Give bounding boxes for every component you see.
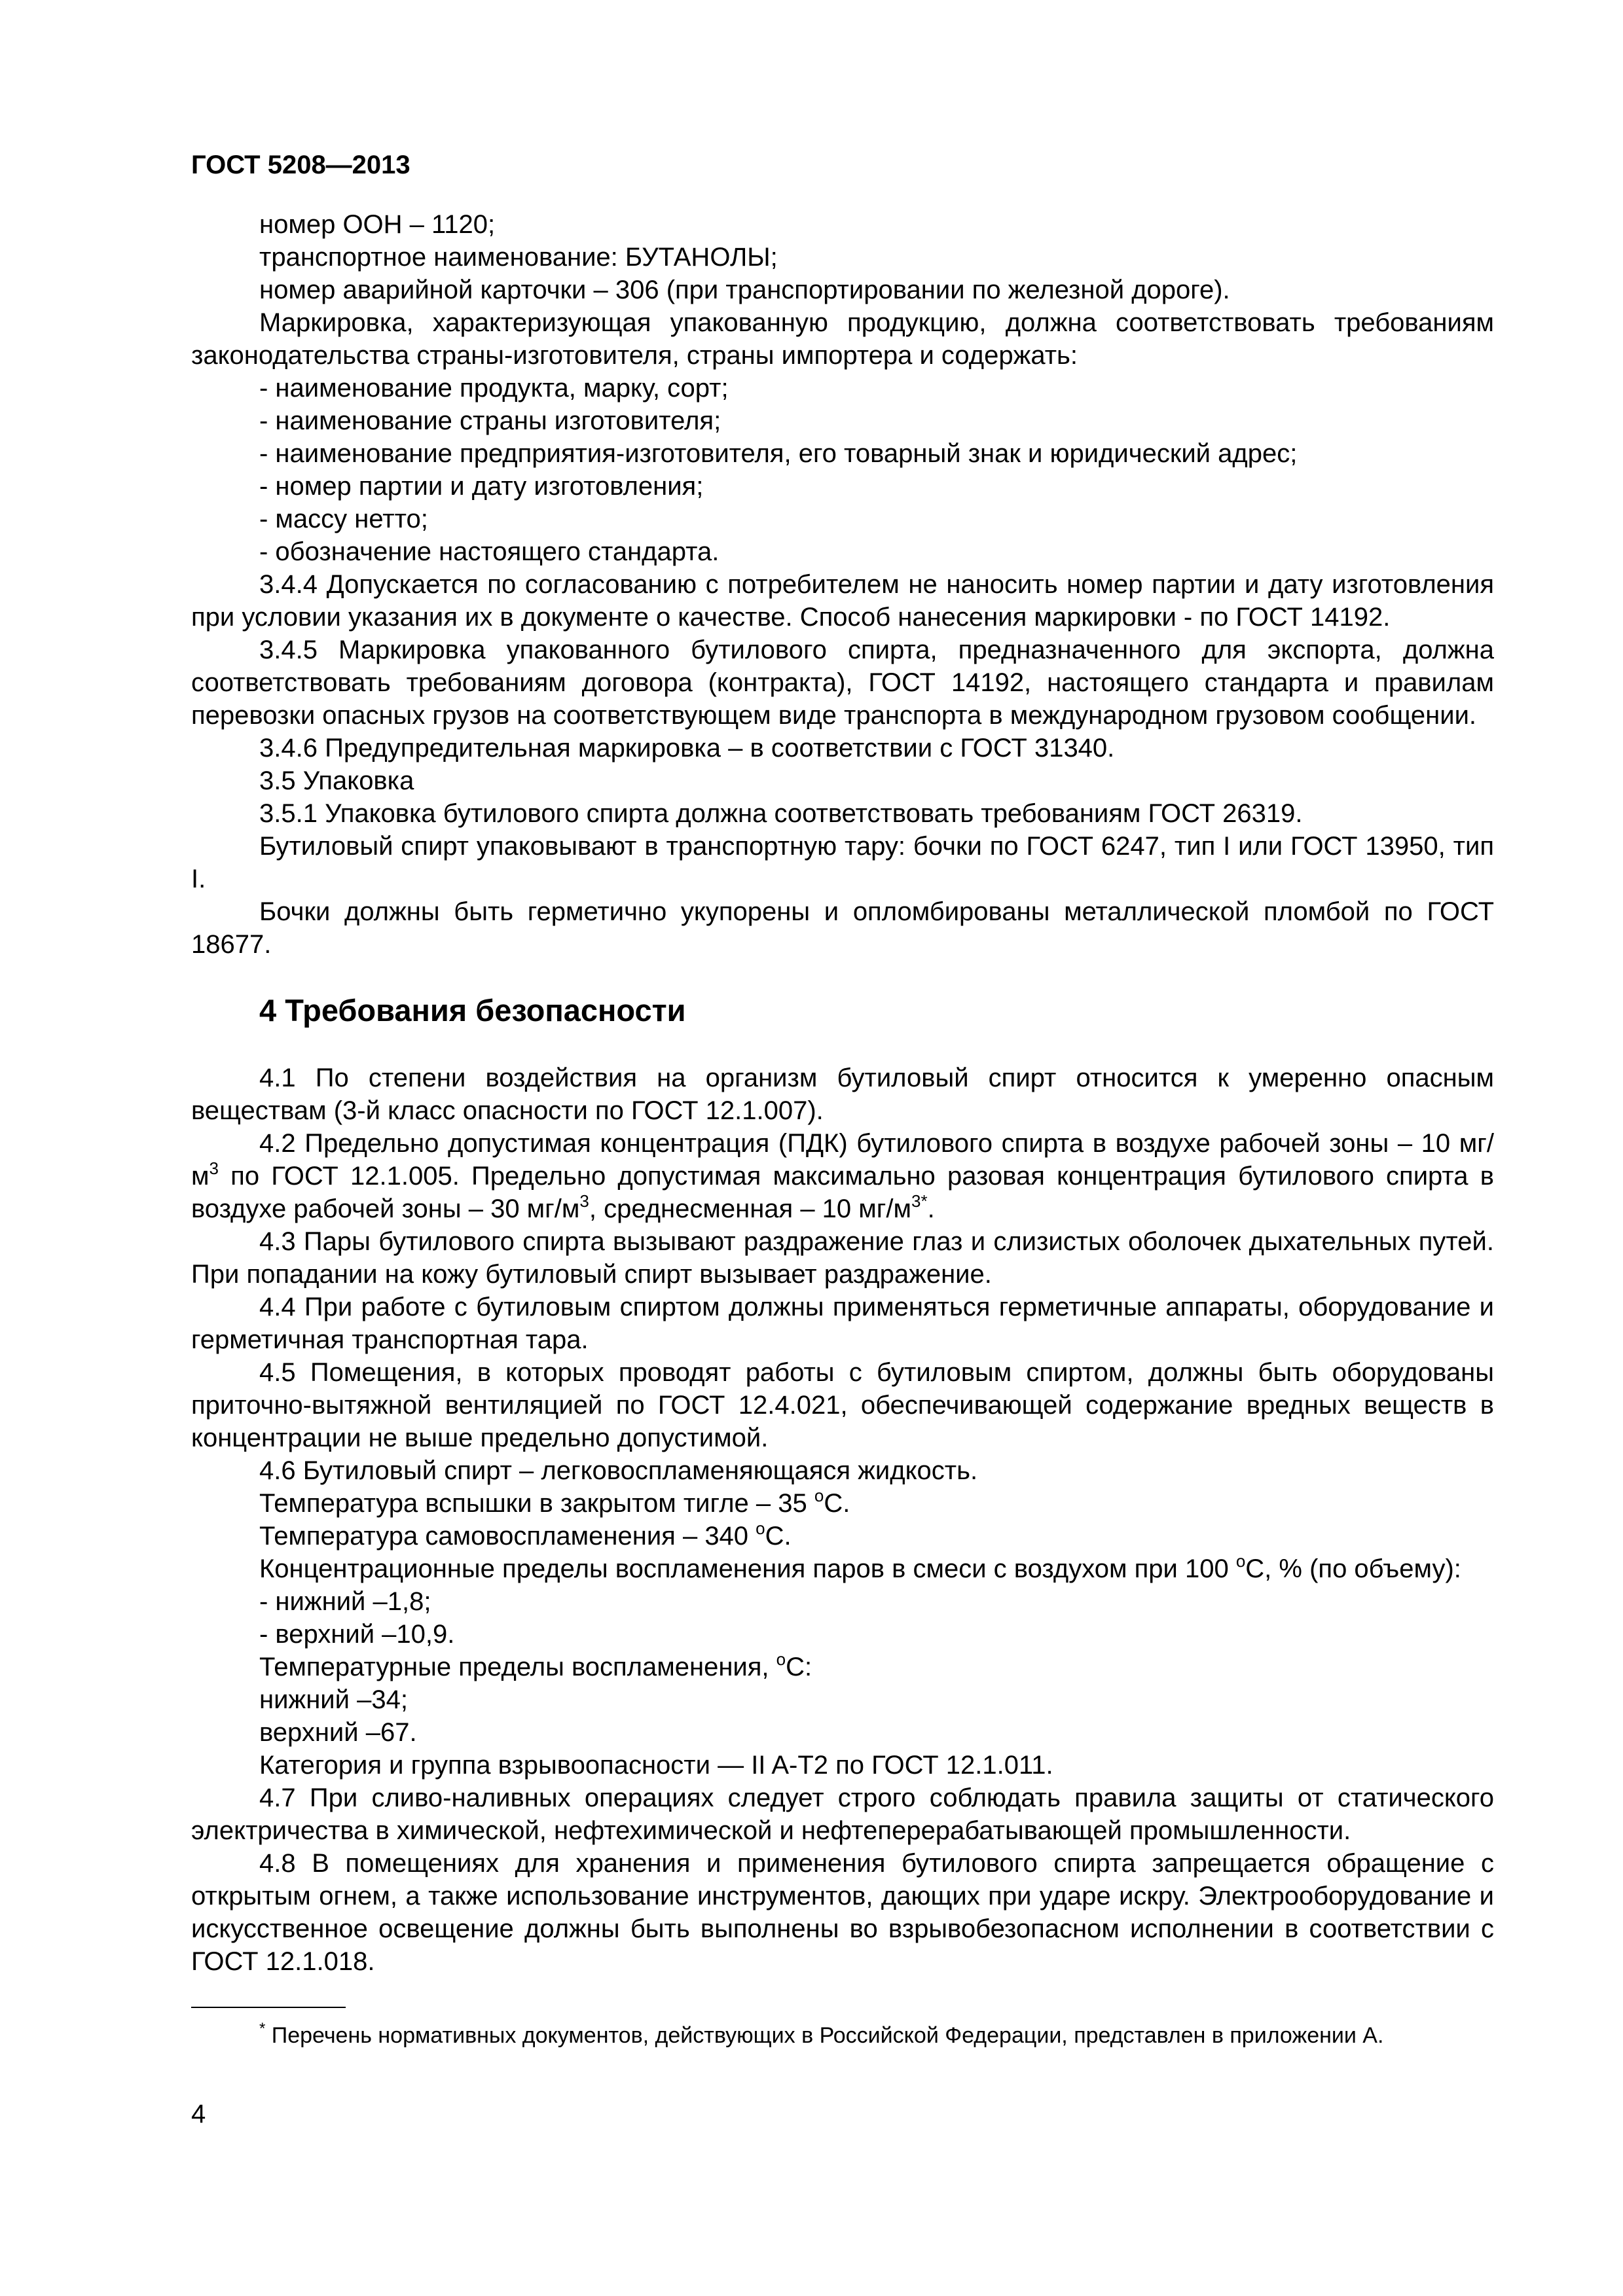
degree-sign: о — [1235, 1551, 1246, 1571]
paragraph: 3.4.6 Предупредительная маркировка – в соответствии с ГОСТ 31340. — [259, 734, 1115, 762]
paragraph — [191, 1552, 1494, 1585]
list-item: - наименование предприятия-изготовителя, его товарный знак и юридический адрес; — [259, 439, 1298, 468]
paragraph — [191, 1651, 1494, 1683]
text-run: . — [927, 1194, 935, 1223]
footnote-mark: * — [259, 2020, 266, 2037]
paragraph: 4.5 Помещения, в которых проводят работы с бутиловым спиртом, должны быть оборудованы приточно-вытяжной вентиляцией по ГОСТ 12.4.021, обеспечивающей содержание вредных веществ в концентрации не выше предельно допустимой. — [191, 1358, 1494, 1452]
list-item: - наименование страны изготовителя; — [259, 406, 721, 435]
superscript: 3 — [209, 1158, 219, 1178]
text-run: Температура самовоспламенения – 340 — [259, 1522, 756, 1551]
paragraph: нижний –34; — [259, 1685, 408, 1714]
superscript: 3 — [579, 1191, 589, 1211]
paragraph: верхний –67. — [259, 1718, 417, 1747]
paragraph: 3.4.4 Допускается по согласованию с потребителем не наносить номер партии и дату изготовления при условии указания их в документе о качестве. Способ нанесения маркировки - по ГОСТ 14192. — [191, 570, 1494, 632]
superscript: 3* — [911, 1191, 928, 1211]
text-run: С: — [786, 1653, 812, 1681]
paragraph: номер аварийной карточки – 306 (при транспортировании по железной дороге). — [259, 276, 1230, 304]
list-item: - верхний –10,9. — [259, 1620, 455, 1649]
paragraph: 4.3 Пары бутилового спирта вызывают раздражение глаз и слизистых оболочек дыхательных путей. При попадании на кожу бутиловый спирт вызывает раздражение. — [191, 1227, 1494, 1289]
text-run: Температура вспышки в закрытом тигле – 35 — [259, 1489, 814, 1518]
text-run: по ГОСТ 12.1.005. Предельно допустимая максимально разовая концентрация бутилового спирта в воздухе рабочей зоны – 30 мг/м — [191, 1162, 1494, 1223]
paragraph: Бочки должны быть герметично укупорены и опломбированы металлической пломбой по ГОСТ 18677. — [191, 897, 1494, 959]
degree-sign: о — [814, 1486, 824, 1505]
paragraph: Бутиловый спирт упаковывают в транспортную тару: бочки по ГОСТ 6247, тип I или ГОСТ 13950, тип I. — [191, 832, 1494, 893]
paragraph: Категория и группа взрывоопасности — II A-T2 по ГОСТ 12.1.011. — [259, 1751, 1053, 1780]
paragraph: 4.4 При работе с бутиловым спиртом должны применяться герметичные аппараты, оборудование и герметичная транспортная тара. — [191, 1293, 1494, 1354]
section-heading: 4 Требования безопасности — [259, 993, 686, 1028]
text-run: С. — [765, 1522, 792, 1551]
paragraph: 4.8 В помещениях для хранения и применения бутилового спирта запрещается обращение с открытым огнем, а также использование инструментов, дающих при ударе искру. Электрооборудование и искусственное освещение должны быть выполнены во взрывобезопасном исполнении в соответствии с ГОСТ 12.1.018. — [191, 1849, 1494, 1976]
footnote-divider — [191, 2007, 346, 2008]
paragraph — [191, 1487, 1494, 1520]
degree-sign: о — [756, 1518, 765, 1538]
paragraph: 4.1 По степени воздействия на организм бутиловый спирт относится к умеренно опасным веществам (3-й класс опасности по ГОСТ 12.1.007). — [191, 1064, 1494, 1125]
list-item: - номер партии и дату изготовления; — [259, 472, 704, 501]
list-item: - нижний –1,8; — [259, 1587, 431, 1616]
paragraph: 4.7 При сливо-наливных операциях следует строго соблюдать правила защиты от статического электричества в химической, нефтехимической и нефтеперерабатывающей промышленности. — [191, 1784, 1494, 1845]
paragraph — [191, 1520, 1494, 1552]
text-run: , среднесменная – 10 мг/м — [589, 1194, 911, 1223]
document-header: ГОСТ 5208—2013 — [191, 151, 410, 179]
paragraph — [191, 1127, 1494, 1225]
text-run: С, % (по объему): — [1245, 1554, 1461, 1583]
text-run: Температурные пределы воспламенения, — [259, 1653, 776, 1681]
list-item: - наименование продукта, марку, сорт; — [259, 374, 729, 403]
footnote-text: Перечень нормативных документов, действующих в Российской Федерации, представлен в приложении А. — [265, 2023, 1384, 2048]
text-run: 4.2 Предельно допустимая концентрация (ПДК) бутилового спирта в воздухе рабочей зоны – 10 мг/м — [191, 1129, 1494, 1191]
footnote — [191, 2021, 1494, 2050]
paragraph: 4.6 Бутиловый спирт – легковоспламеняющаяся жидкость. — [259, 1456, 978, 1485]
list-item: - массу нетто; — [259, 505, 428, 533]
page-number: 4 — [191, 2100, 206, 2128]
text-run: С. — [824, 1489, 850, 1518]
paragraph: номер ООН – 1120; — [259, 210, 496, 239]
paragraph: 3.5.1 Упаковка бутилового спирта должна соответствовать требованиям ГОСТ 26319. — [259, 799, 1303, 828]
document-body — [191, 208, 1494, 1978]
list-item: - обозначение настоящего стандарта. — [259, 537, 720, 566]
paragraph: Маркировка, характеризующая упакованную продукцию, должна соответствовать требованиям законодательства страны-изготовителя, страны импортера и содержать: — [191, 308, 1494, 370]
paragraph: транспортное наименование: БУТАНОЛЫ; — [259, 243, 778, 272]
paragraph: 3.4.5 Маркировка упакованного бутилового спирта, предназначенного для экспорта, должна соответствовать требованиям договора (контракта), ГОСТ 14192, настоящего стандарта и правилам перевозки опасных грузов на соответствующем виде транспорта в международном грузовом сообщении. — [191, 636, 1494, 730]
text-run: Концентрационные пределы воспламенения паров в смеси с воздухом при 100 — [259, 1554, 1236, 1583]
paragraph: 3.5 Упаковка — [259, 766, 414, 795]
degree-sign: о — [776, 1649, 786, 1669]
